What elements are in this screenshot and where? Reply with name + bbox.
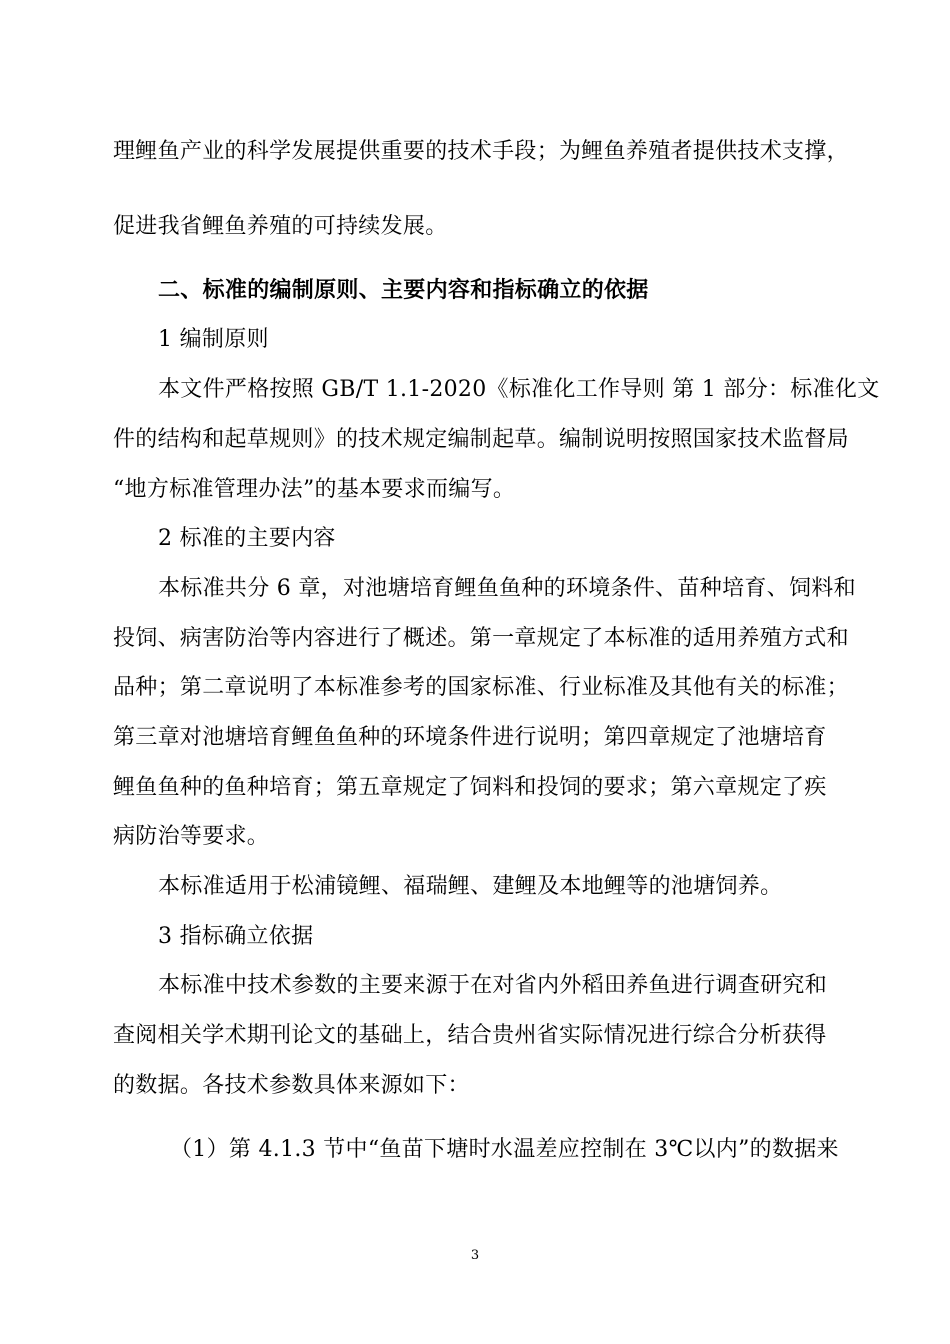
paragraph-line: 的数据。各技术参数具体来源如下： bbox=[113, 1073, 470, 1098]
paragraph-line: 本标准共分 6 章，对池塘培育鲤鱼鱼种的环境条件、苗种培育、饲料和 bbox=[158, 576, 856, 601]
subsection-heading: 3 指标确立依据 bbox=[158, 924, 314, 949]
subsection-heading: 1 编制原则 bbox=[158, 327, 269, 352]
section-heading: 二、标准的编制原则、主要内容和指标确立的依据 bbox=[158, 277, 649, 303]
paragraph-line: 投饲、病害防治等内容进行了概述。第一章规定了本标准的适用养殖方式和 bbox=[113, 626, 849, 651]
paragraph-line: 病防治等要求。 bbox=[113, 824, 270, 849]
paragraph-line: 本标准中技术参数的主要来源于在对省内外稻田养鱼进行调查研究和 bbox=[158, 973, 828, 998]
paragraph-line: 本标准适用于松浦镜鲤、福瑞鲤、建鲤及本地鲤等的池塘饲养。 bbox=[158, 874, 783, 899]
subsection-heading: 2 标准的主要内容 bbox=[158, 526, 336, 551]
paragraph-line: 查阅相关学术期刊论文的基础上，结合贵州省实际情况进行综合分析获得 bbox=[113, 1023, 827, 1048]
paragraph-line: 鲤鱼鱼种的鱼种培育；第五章规定了饲料和投饲的要求；第六章规定了疾 bbox=[113, 775, 827, 800]
paragraph-line: 品种；第二章说明了本标准参考的国家标准、行业标准及其他有关的标准； bbox=[113, 675, 849, 700]
paragraph-line: 本文件严格按照 GB/T 1.1-2020《标准化工作导则 第 1 部分：标准化文 bbox=[158, 377, 880, 402]
paragraph-line: 第三章对池塘培育鲤鱼鱼种的环境条件进行说明；第四章规定了池塘培育 bbox=[113, 725, 827, 750]
paragraph-line: “地方标准管理办法”的基本要求而编写。 bbox=[113, 477, 516, 502]
paragraph-line: 件的结构和起草规则》的技术规定编制起草。编制说明按照国家技术监督局 bbox=[113, 427, 849, 452]
paragraph-line: 促进我省鲤鱼养殖的可持续发展。 bbox=[113, 214, 448, 239]
page-number: 3 bbox=[470, 1248, 480, 1263]
list-item: （1）第 4.1.3 节中“鱼苗下塘时水温差应控制在 3℃以内”的数据来 bbox=[170, 1137, 839, 1162]
paragraph-line: 理鲤鱼产业的科学发展提供重要的技术手段；为鲤鱼养殖者提供技术支撑， bbox=[113, 139, 849, 164]
